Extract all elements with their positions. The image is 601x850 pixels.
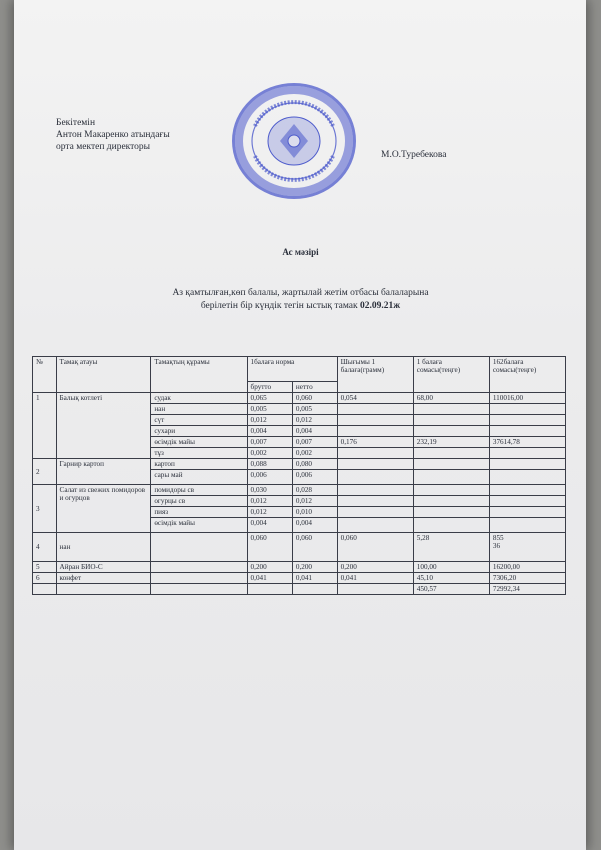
row-gross: 0,007 bbox=[247, 437, 292, 448]
table-row bbox=[33, 573, 566, 584]
row-net: 0,060 bbox=[292, 393, 337, 404]
total-cost-one: 450,57 bbox=[413, 584, 489, 595]
row-no: 1 bbox=[33, 393, 57, 459]
row-gross: 0,065 bbox=[247, 393, 292, 404]
row-net: 0,012 bbox=[292, 415, 337, 426]
header-norm: 1балаға норма bbox=[247, 357, 337, 382]
row-dish: Айран БИО-С bbox=[56, 562, 151, 573]
header-cost-one: 1 балаға сомасы(теңге) bbox=[413, 357, 489, 393]
row-gross: 0,088 bbox=[247, 459, 292, 470]
row-output: 0,054 bbox=[337, 393, 413, 404]
row-comp: сары май bbox=[151, 470, 247, 485]
table-row bbox=[33, 533, 566, 562]
header-composition: Тамақтың құрамы bbox=[151, 357, 247, 393]
row-gross: 0,012 bbox=[247, 496, 292, 507]
row-comp: огурцы св bbox=[151, 496, 247, 507]
menu-date: 02.09.21ж bbox=[360, 301, 401, 311]
row-gross: 0,041 bbox=[247, 573, 292, 584]
row-gross: 0,012 bbox=[247, 507, 292, 518]
row-comp: картоп bbox=[151, 459, 247, 470]
row-dish: конфет bbox=[56, 573, 151, 584]
row-net: 0,004 bbox=[292, 426, 337, 437]
row-dish: нан bbox=[56, 533, 151, 562]
table-header-row bbox=[33, 357, 566, 382]
row-cost-all-part2: 36 bbox=[492, 542, 501, 550]
row-dish: Гарнир картоп bbox=[56, 459, 151, 485]
row-net: 0,006 bbox=[292, 470, 337, 485]
school-name: Антон Макаренко атындағы bbox=[56, 130, 170, 140]
header-output: Шығымы 1 балаға(грамм) bbox=[337, 357, 413, 393]
row-no: 6 bbox=[33, 573, 57, 584]
row-comp: помидоры св bbox=[151, 485, 247, 496]
row-comp: сүт bbox=[151, 415, 247, 426]
row-no: 3 bbox=[33, 485, 57, 533]
header-no: № bbox=[33, 357, 57, 393]
row-gross: 0,030 bbox=[247, 485, 292, 496]
row-net: 0,010 bbox=[292, 507, 337, 518]
approval-block bbox=[56, 117, 170, 153]
row-comp: нан bbox=[151, 404, 247, 415]
row-net: 0,007 bbox=[292, 437, 337, 448]
header-dish: Тамақ атауы bbox=[56, 357, 151, 393]
subtitle-line-2: берілетін бір күндік тегін ыстық тамак 02.09.21ж bbox=[200, 301, 401, 311]
row-output: 0,041 bbox=[337, 573, 413, 584]
row-gross: 0,004 bbox=[247, 518, 292, 533]
row-no: 5 bbox=[33, 562, 57, 573]
row-cost-all: 7306,20 bbox=[489, 573, 565, 584]
row-output: 0,200 bbox=[337, 562, 413, 573]
row-dish: Салат из свежих помидоров и огурцов bbox=[56, 485, 151, 533]
table-total-row bbox=[33, 584, 566, 595]
row-comp: судак bbox=[151, 393, 247, 404]
table-row bbox=[33, 459, 566, 470]
row-net: 0,028 bbox=[292, 485, 337, 496]
row-gross: 0,006 bbox=[247, 470, 292, 485]
row-output: 0,060 bbox=[337, 533, 413, 562]
row-cost-one: 5,28 bbox=[413, 533, 489, 562]
row-gross: 0,005 bbox=[247, 404, 292, 415]
row-dish: Балық котлеті bbox=[56, 393, 151, 459]
menu-table bbox=[32, 356, 566, 595]
row-net: 0,005 bbox=[292, 404, 337, 415]
header-gross: брутто bbox=[247, 382, 292, 393]
row-net: 0,002 bbox=[292, 448, 337, 459]
total-cost-all: 72992,34 bbox=[489, 584, 565, 595]
row-cost-one: 232,19 bbox=[413, 437, 489, 448]
official-seal-stamp bbox=[232, 83, 356, 199]
row-comp: тұз bbox=[151, 448, 247, 459]
row-net: 0,200 bbox=[292, 562, 337, 573]
document-subtitle bbox=[0, 287, 601, 313]
row-net: 0,004 bbox=[292, 518, 337, 533]
row-no: 4 bbox=[33, 533, 57, 562]
table-row bbox=[33, 562, 566, 573]
row-gross: 0,060 bbox=[247, 533, 292, 562]
row-gross: 0,012 bbox=[247, 415, 292, 426]
row-cost-all: 16200,00 bbox=[489, 562, 565, 573]
row-gross: 0,200 bbox=[247, 562, 292, 573]
row-cost-all bbox=[489, 533, 565, 562]
row-net: 0,012 bbox=[292, 496, 337, 507]
row-cost-one: 68,00 bbox=[413, 393, 489, 404]
row-comp: өсімдік майы bbox=[151, 437, 247, 448]
row-gross: 0,004 bbox=[247, 426, 292, 437]
subtitle-line-1: Аз қамтылған,көп балалы, жартылай жетім отбасы балаларына bbox=[172, 288, 429, 298]
row-gross: 0,002 bbox=[247, 448, 292, 459]
row-net: 0,041 bbox=[292, 573, 337, 584]
table-row bbox=[33, 485, 566, 496]
document-title: Ас мәзірі bbox=[282, 247, 319, 257]
director-name: М.О.Туребекова bbox=[381, 150, 447, 160]
row-cost-one: 45,10 bbox=[413, 573, 489, 584]
row-cost-one: 100,00 bbox=[413, 562, 489, 573]
row-comp: сухари bbox=[151, 426, 247, 437]
row-cost-all: 110016,00 bbox=[489, 393, 565, 404]
row-comp: өсімдік майы bbox=[151, 518, 247, 533]
row-no: 2 bbox=[33, 459, 57, 485]
approve-label: Бекітемін bbox=[56, 118, 96, 128]
director-title: орта мектеп директоры bbox=[56, 142, 151, 152]
row-cost-all: 37614,78 bbox=[489, 437, 565, 448]
header-net: нетто bbox=[292, 382, 337, 393]
table-row bbox=[33, 393, 566, 404]
row-output: 0,176 bbox=[337, 437, 413, 448]
row-comp: пияз bbox=[151, 507, 247, 518]
row-cost-all-part1: 855 bbox=[492, 534, 504, 542]
header-cost-all: 162балаға сомасы(теңге) bbox=[489, 357, 565, 393]
row-net: 0,060 bbox=[292, 533, 337, 562]
row-net: 0,080 bbox=[292, 459, 337, 470]
